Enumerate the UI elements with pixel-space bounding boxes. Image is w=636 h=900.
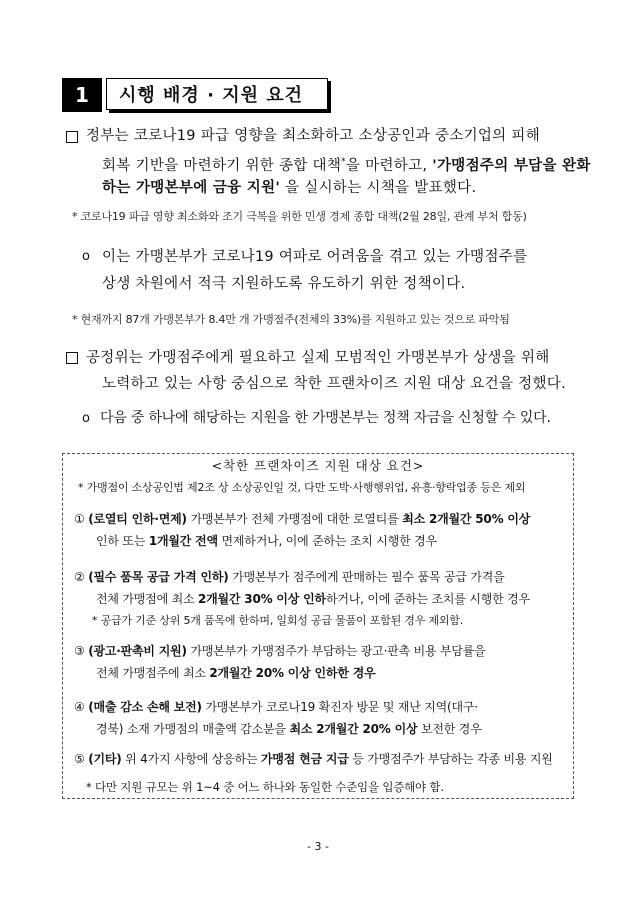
section-number: 1 [62, 78, 102, 112]
para1-line1: 정부는 코로나19 파급 영향을 최소화하고 소상공인과 중소기업의 피해 [86, 128, 541, 144]
requirements-box-title: <착한 프랜차이즈 지원 대상 요건> [211, 458, 425, 473]
item3-line1: ③ (광고·판촉비 지원) 가맹본부가 가맹점주가 부담하는 광고·판촉 비용 부담률을 [74, 644, 486, 658]
square-bullet-icon [66, 131, 78, 143]
item4-line2: 경북) 소재 가맹점의 매출액 감소분을 최소 2개월간 20% 이상 보전한 경우 [96, 722, 482, 736]
box-note-top: * 가맹점이 소상공인법 제2조 상 소상공인일 것, 다만 도박·사행행위업, 유흥·향락업종 등은 제외 [78, 481, 526, 494]
item2-note: * 공급가 기준 상위 5개 품목에 한하며, 일회성 공급 물품이 포함된 경우 제외함. [92, 614, 464, 627]
page-number: - 3 - [307, 840, 329, 853]
item2-line1: ② (필수 품목 공급 가격 인하) 가맹본부가 점주에게 판매하는 필수 품목 공급 가격을 [74, 570, 505, 584]
item1-line1: ① (로열티 인하·면제) 가맹본부가 전체 가맹점에 대한 로열티를 최소 2개월간 50% 이상 [74, 512, 531, 526]
footnote-2: * 현재까지 87개 가맹본부가 8.4만 개 가맹점주(전체의 33%)를 지원하고 있는 것으로 파악됨 [72, 313, 510, 326]
footnote-1: * 코로나19 파급 영향 최소화와 조기 극복을 위한 민생 경제 종합 대책(2월 28일, 관계 부처 합동) [72, 210, 527, 223]
para2-line1: 공정위는 가맹점주에게 필요하고 실제 모범적인 가맹본부가 상생을 위해 [86, 350, 550, 366]
para1-line2: 회복 기반을 마련하기 위한 종합 대책*을 마련하고, '가맹점주의 부담을 완화 [102, 157, 591, 174]
circle-bullet-icon: o [82, 249, 90, 264]
sub2-line1: 다음 중 하나에 해당하는 지원을 한 가맹본부는 정책 자금을 신청할 수 있다. [100, 410, 551, 426]
sub1-line2: 상생 차원에서 적극 지원하도록 유도하기 위한 정책이다. [102, 276, 466, 292]
para2-line2: 노력하고 있는 사항 중심으로 착한 프랜차이즈 지원 대상 요건을 정했다. [102, 376, 566, 392]
circle-bullet-icon: o [82, 411, 90, 426]
section-title: 시행 배경 · 지원 요건 [106, 78, 328, 110]
item2-line2: 전체 가맹점에 최소 2개월간 30% 이상 인하하거나, 이에 준하는 조치를 시행한 경우 [96, 592, 530, 606]
item4-line1: ④ (매출 감소 손해 보전) 가맹본부가 코로나19 확진자 방문 및 재난 지역(대구· [74, 700, 478, 714]
para1-line3: 하는 가맹본부에 금융 지원' 을 실시하는 시책을 발표했다. [102, 180, 477, 196]
sub1-line1: 이는 가맹본부가 코로나19 여파로 어려움을 겪고 있는 가맹점주를 [102, 249, 528, 265]
item5-line1: ⑤ (기타) 위 4가지 사항에 상응하는 가맹점 현금 지급 등 가맹점주가 부담하는 각종 비용 지원 [74, 752, 553, 766]
square-bullet-icon [66, 352, 78, 364]
item1-line2: 인하 또는 1개월간 전액 면제하거나, 이에 준하는 조치 시행한 경우 [96, 534, 437, 548]
item3-line2: 전체 가맹점주에 최소 2개월간 20% 이상 인하한 경우 [96, 666, 376, 680]
box-note-bottom: * 다만 지원 규모는 위 1~4 중 어느 하나와 동일한 수준임을 입증해야 함. [86, 780, 444, 794]
